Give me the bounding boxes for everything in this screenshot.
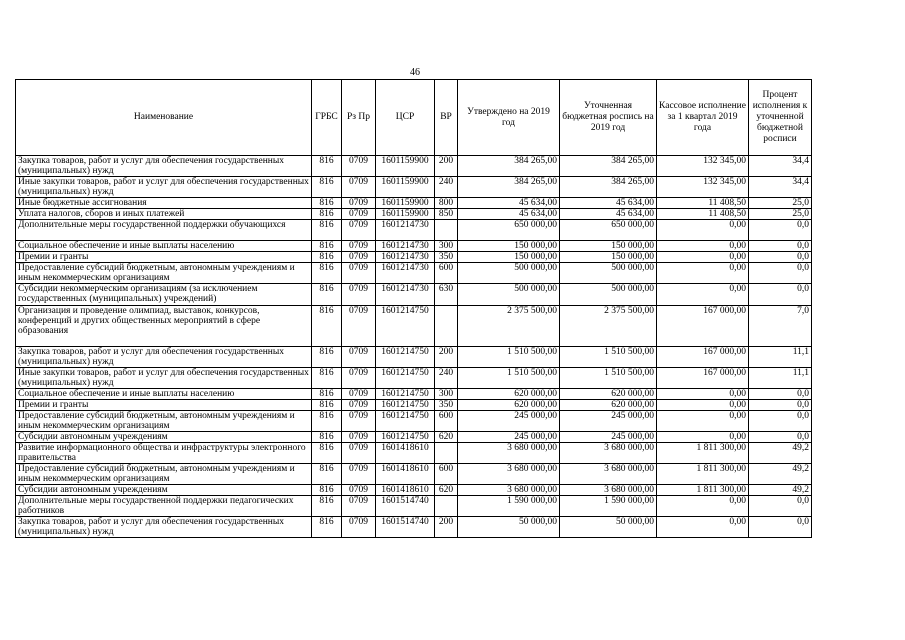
cell-approved: 245 000,00 — [458, 432, 560, 443]
cell-refined: 3 680 000,00 — [560, 485, 657, 496]
cell-grbs: 816 — [312, 198, 342, 209]
cell-vr: 200 — [435, 347, 458, 368]
cell-csr: 1601214730 — [376, 263, 435, 284]
cell-rzpr: 0709 — [342, 517, 376, 538]
cell-cash: 0,00 — [657, 284, 749, 306]
cell-approved: 150 000,00 — [458, 241, 560, 252]
cell-csr: 1601159900 — [376, 209, 435, 220]
cell-cash: 0,00 — [657, 241, 749, 252]
cell-cash: 11 408,50 — [657, 209, 749, 220]
col-header-approved: Утверждено на 2019 год — [458, 80, 560, 156]
cell-csr: 1601159900 — [376, 177, 435, 198]
cell-csr: 1601214730 — [376, 241, 435, 252]
cell-approved: 3 680 000,00 — [458, 443, 560, 464]
cell-approved: 500 000,00 — [458, 263, 560, 284]
cell-cash: 0,00 — [657, 517, 749, 538]
cell-refined: 2 375 500,00 — [560, 306, 657, 347]
cell-name: Предоставление субсидий бюджетным, автономным учреждениям и иным некоммерческим организациям — [16, 411, 312, 432]
cell-cash: 132 345,00 — [657, 156, 749, 177]
table-row — [16, 496, 812, 517]
cell-grbs: 816 — [312, 496, 342, 517]
table-row — [16, 368, 812, 389]
table-row — [16, 306, 812, 347]
cell-rzpr: 0709 — [342, 252, 376, 263]
cell-csr: 1601418610 — [376, 485, 435, 496]
cell-rzpr: 0709 — [342, 496, 376, 517]
col-header-refined: Уточненная бюджетная роспись на 2019 год — [560, 80, 657, 156]
cell-percent: 7,0 — [749, 306, 812, 347]
cell-vr: 200 — [435, 517, 458, 538]
cell-approved: 45 634,00 — [458, 198, 560, 209]
cell-csr: 1601159900 — [376, 156, 435, 177]
col-header-vr: ВР — [435, 80, 458, 156]
cell-csr: 1601214730 — [376, 284, 435, 306]
cell-grbs: 816 — [312, 177, 342, 198]
table-row — [16, 411, 812, 432]
table-row — [16, 209, 812, 220]
cell-refined: 150 000,00 — [560, 252, 657, 263]
cell-percent: 49,2 — [749, 485, 812, 496]
cell-csr: 1601214750 — [376, 400, 435, 411]
cell-rzpr: 0709 — [342, 368, 376, 389]
cell-percent: 0,0 — [749, 284, 812, 306]
cell-refined: 50 000,00 — [560, 517, 657, 538]
cell-approved: 1 590 000,00 — [458, 496, 560, 517]
cell-approved: 620 000,00 — [458, 400, 560, 411]
cell-percent: 0,0 — [749, 389, 812, 400]
cell-percent: 0,0 — [749, 432, 812, 443]
cell-name: Развитие информационного общества и инфраструктуры электронного правительства — [16, 443, 312, 464]
table-row — [16, 485, 812, 496]
cell-rzpr: 0709 — [342, 443, 376, 464]
cell-grbs: 816 — [312, 252, 342, 263]
cell-refined: 45 634,00 — [560, 198, 657, 209]
cell-rzpr: 0709 — [342, 464, 376, 485]
cell-cash: 167 000,00 — [657, 306, 749, 347]
cell-percent: 25,0 — [749, 198, 812, 209]
table-row — [16, 198, 812, 209]
cell-csr: 1601214750 — [376, 368, 435, 389]
cell-grbs: 816 — [312, 347, 342, 368]
cell-grbs: 816 — [312, 485, 342, 496]
cell-cash: 0,00 — [657, 263, 749, 284]
table-row — [16, 284, 812, 306]
cell-approved: 3 680 000,00 — [458, 485, 560, 496]
cell-refined: 3 680 000,00 — [560, 464, 657, 485]
cell-name: Закупка товаров, работ и услуг для обеспечения государственных (муниципальных) нужд — [16, 517, 312, 538]
cell-rzpr: 0709 — [342, 263, 376, 284]
cell-vr: 350 — [435, 400, 458, 411]
table-row — [16, 443, 812, 464]
cell-grbs: 816 — [312, 241, 342, 252]
cell-name: Субсидии некоммерческим организациям (за исключением государственных (муниципальных) учреждений) — [16, 284, 312, 306]
cell-rzpr: 0709 — [342, 220, 376, 241]
cell-grbs: 816 — [312, 209, 342, 220]
cell-cash: 0,00 — [657, 496, 749, 517]
cell-cash: 167 000,00 — [657, 368, 749, 389]
cell-approved: 2 375 500,00 — [458, 306, 560, 347]
cell-percent: 49,2 — [749, 464, 812, 485]
cell-cash: 1 811 300,00 — [657, 485, 749, 496]
cell-rzpr: 0709 — [342, 411, 376, 432]
cell-vr: 620 — [435, 485, 458, 496]
cell-name: Премии и гранты — [16, 252, 312, 263]
cell-grbs: 816 — [312, 156, 342, 177]
cell-name: Субсидии автономным учреждениям — [16, 432, 312, 443]
cell-name: Дополнительные меры государственной поддержки педагогических работников — [16, 496, 312, 517]
cell-cash: 11 408,50 — [657, 198, 749, 209]
col-header-csr: ЦСР — [376, 80, 435, 156]
cell-csr: 1601514740 — [376, 496, 435, 517]
cell-vr: 850 — [435, 209, 458, 220]
cell-refined: 384 265,00 — [560, 156, 657, 177]
cell-refined: 620 000,00 — [560, 389, 657, 400]
cell-percent: 49,2 — [749, 443, 812, 464]
table-row — [16, 252, 812, 263]
table-row — [16, 347, 812, 368]
cell-vr: 600 — [435, 464, 458, 485]
cell-csr: 1601514740 — [376, 517, 435, 538]
cell-cash: 167 000,00 — [657, 347, 749, 368]
col-header-cash: Кассовое исполнение за 1 квартал 2019 года — [657, 80, 749, 156]
cell-vr: 240 — [435, 368, 458, 389]
cell-percent: 0,0 — [749, 517, 812, 538]
cell-name: Организация и проведение олимпиад, выставок, конкурсов, конференций и других общественных мероприятий в сфере образования — [16, 306, 312, 347]
cell-refined: 1 590 000,00 — [560, 496, 657, 517]
cell-rzpr: 0709 — [342, 177, 376, 198]
cell-percent: 0,0 — [749, 400, 812, 411]
cell-refined: 500 000,00 — [560, 284, 657, 306]
cell-name: Дополнительные меры государственной поддержки обучающихся — [16, 220, 312, 241]
cell-approved: 620 000,00 — [458, 389, 560, 400]
cell-percent: 25,0 — [749, 209, 812, 220]
cell-refined: 650 000,00 — [560, 220, 657, 241]
cell-cash: 0,00 — [657, 411, 749, 432]
cell-grbs: 816 — [312, 389, 342, 400]
cell-csr: 1601214750 — [376, 306, 435, 347]
cell-rzpr: 0709 — [342, 432, 376, 443]
cell-approved: 384 265,00 — [458, 156, 560, 177]
cell-csr: 1601418610 — [376, 464, 435, 485]
table-row — [16, 400, 812, 411]
table-row — [16, 220, 812, 241]
cell-grbs: 816 — [312, 411, 342, 432]
cell-rzpr: 0709 — [342, 198, 376, 209]
col-header-percent: Процент исполнения к уточненной бюджетной росписи — [749, 80, 812, 156]
cell-vr: 800 — [435, 198, 458, 209]
cell-approved: 150 000,00 — [458, 252, 560, 263]
cell-approved: 1 510 500,00 — [458, 347, 560, 368]
cell-percent: 34,4 — [749, 156, 812, 177]
cell-csr: 1601214750 — [376, 389, 435, 400]
cell-approved: 384 265,00 — [458, 177, 560, 198]
cell-approved: 245 000,00 — [458, 411, 560, 432]
cell-rzpr: 0709 — [342, 306, 376, 347]
table-row — [16, 517, 812, 538]
cell-vr — [435, 220, 458, 241]
cell-refined: 1 510 500,00 — [560, 368, 657, 389]
cell-vr: 240 — [435, 177, 458, 198]
cell-grbs: 816 — [312, 220, 342, 241]
cell-csr: 1601214750 — [376, 411, 435, 432]
cell-csr: 1601214750 — [376, 347, 435, 368]
cell-name: Уплата налогов, сборов и иных платежей — [16, 209, 312, 220]
cell-percent: 0,0 — [749, 496, 812, 517]
cell-name: Закупка товаров, работ и услуг для обеспечения государственных (муниципальных) нужд — [16, 347, 312, 368]
cell-grbs: 816 — [312, 368, 342, 389]
cell-vr: 300 — [435, 241, 458, 252]
cell-csr: 1601214750 — [376, 432, 435, 443]
cell-refined: 500 000,00 — [560, 263, 657, 284]
table-row — [16, 432, 812, 443]
cell-cash: 0,00 — [657, 389, 749, 400]
table-row — [16, 464, 812, 485]
cell-csr: 1601214730 — [376, 252, 435, 263]
table-body — [16, 156, 812, 538]
col-header-rzpr: Рз Пр — [342, 80, 376, 156]
table-row — [16, 156, 812, 177]
table-row — [16, 177, 812, 198]
cell-rzpr: 0709 — [342, 209, 376, 220]
cell-name: Иные закупки товаров, работ и услуг для обеспечения государственных (муниципальных) нужд — [16, 177, 312, 198]
cell-vr: 350 — [435, 252, 458, 263]
cell-refined: 245 000,00 — [560, 411, 657, 432]
cell-rzpr: 0709 — [342, 284, 376, 306]
cell-vr — [435, 443, 458, 464]
cell-rzpr: 0709 — [342, 241, 376, 252]
cell-grbs: 816 — [312, 284, 342, 306]
budget-table — [15, 79, 812, 538]
cell-percent: 11,1 — [749, 368, 812, 389]
cell-approved: 500 000,00 — [458, 284, 560, 306]
cell-refined: 45 634,00 — [560, 209, 657, 220]
cell-approved: 45 634,00 — [458, 209, 560, 220]
cell-csr: 1601418610 — [376, 443, 435, 464]
cell-percent: 11,1 — [749, 347, 812, 368]
table-row — [16, 241, 812, 252]
cell-csr: 1601159900 — [376, 198, 435, 209]
cell-percent: 0,0 — [749, 263, 812, 284]
cell-name: Премии и гранты — [16, 400, 312, 411]
cell-percent: 0,0 — [749, 220, 812, 241]
cell-cash: 132 345,00 — [657, 177, 749, 198]
cell-vr — [435, 496, 458, 517]
cell-vr: 300 — [435, 389, 458, 400]
cell-vr: 630 — [435, 284, 458, 306]
cell-grbs: 816 — [312, 306, 342, 347]
cell-grbs: 816 — [312, 443, 342, 464]
cell-name: Субсидии автономным учреждениям — [16, 485, 312, 496]
cell-grbs: 816 — [312, 464, 342, 485]
cell-cash: 0,00 — [657, 220, 749, 241]
cell-approved: 1 510 500,00 — [458, 368, 560, 389]
cell-rzpr: 0709 — [342, 389, 376, 400]
cell-cash: 0,00 — [657, 400, 749, 411]
page-number: 46 — [410, 67, 420, 78]
cell-vr: 200 — [435, 156, 458, 177]
cell-percent: 0,0 — [749, 411, 812, 432]
cell-approved: 50 000,00 — [458, 517, 560, 538]
cell-name: Иные бюджетные ассигнования — [16, 198, 312, 209]
table-row — [16, 389, 812, 400]
cell-csr: 1601214730 — [376, 220, 435, 241]
cell-grbs: 816 — [312, 517, 342, 538]
cell-rzpr: 0709 — [342, 400, 376, 411]
cell-percent: 34,4 — [749, 177, 812, 198]
col-header-name: Наименование — [16, 80, 312, 156]
cell-percent: 0,0 — [749, 241, 812, 252]
cell-rzpr: 0709 — [342, 485, 376, 496]
cell-name: Предоставление субсидий бюджетным, автономным учреждениям и иным некоммерческим организациям — [16, 263, 312, 284]
cell-name: Иные закупки товаров, работ и услуг для обеспечения государственных (муниципальных) нужд — [16, 368, 312, 389]
cell-vr — [435, 306, 458, 347]
cell-vr: 600 — [435, 263, 458, 284]
cell-refined: 245 000,00 — [560, 432, 657, 443]
cell-cash: 1 811 300,00 — [657, 443, 749, 464]
cell-rzpr: 0709 — [342, 156, 376, 177]
cell-refined: 150 000,00 — [560, 241, 657, 252]
cell-name: Социальное обеспечение и иные выплаты населению — [16, 241, 312, 252]
cell-approved: 3 680 000,00 — [458, 464, 560, 485]
cell-cash: 0,00 — [657, 432, 749, 443]
table-row — [16, 263, 812, 284]
cell-percent: 0,0 — [749, 252, 812, 263]
cell-name: Социальное обеспечение и иные выплаты населению — [16, 389, 312, 400]
cell-refined: 620 000,00 — [560, 400, 657, 411]
cell-grbs: 816 — [312, 432, 342, 443]
cell-approved: 650 000,00 — [458, 220, 560, 241]
cell-rzpr: 0709 — [342, 347, 376, 368]
col-header-grbs: ГРБС — [312, 80, 342, 156]
cell-refined: 384 265,00 — [560, 177, 657, 198]
cell-name: Закупка товаров, работ и услуг для обеспечения государственных (муниципальных) нужд — [16, 156, 312, 177]
cell-refined: 1 510 500,00 — [560, 347, 657, 368]
cell-vr: 600 — [435, 411, 458, 432]
cell-name: Предоставление субсидий бюджетным, автономным учреждениям и иным некоммерческим организациям — [16, 464, 312, 485]
cell-vr: 620 — [435, 432, 458, 443]
cell-grbs: 816 — [312, 263, 342, 284]
table-header-row — [16, 80, 812, 156]
cell-refined: 3 680 000,00 — [560, 443, 657, 464]
cell-cash: 0,00 — [657, 252, 749, 263]
cell-grbs: 816 — [312, 400, 342, 411]
cell-cash: 1 811 300,00 — [657, 464, 749, 485]
